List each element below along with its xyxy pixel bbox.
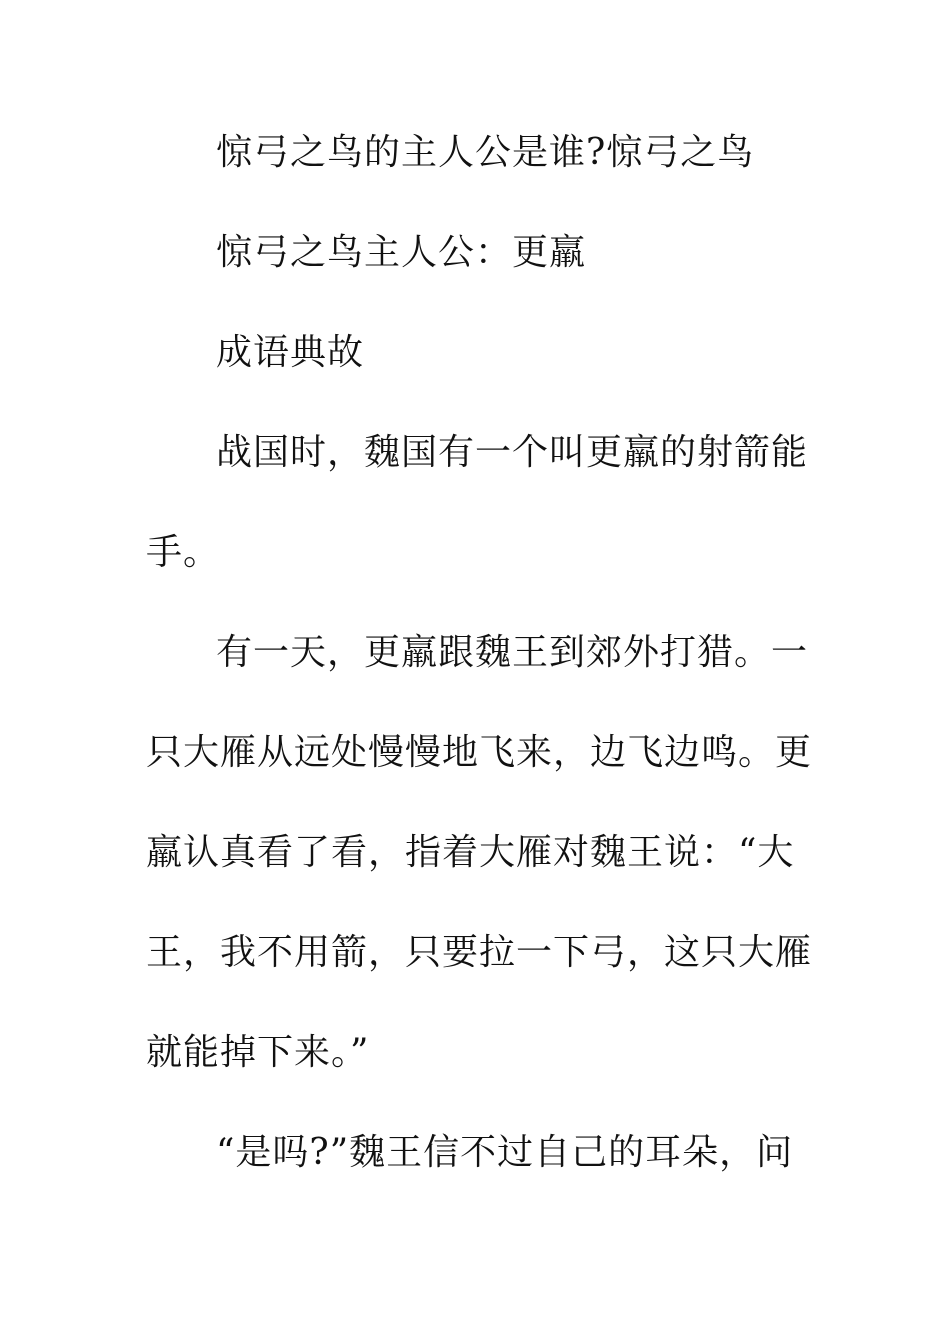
paragraph-line: 战国时，魏国有一个叫更羸的射箭能 — [216, 432, 809, 473]
paragraph-line: 王，我不用箭，只要拉一下弓，这只大雁 — [146, 932, 813, 973]
protagonist-line: 惊弓之鸟主人公：更羸 — [216, 232, 587, 273]
paragraph-line: 羸认真看了看，指着大雁对魏王说：“大 — [146, 832, 795, 873]
paragraph-line: 手。 — [146, 532, 221, 573]
paragraph-line: 只大雁从远处慢慢地飞来，边飞边鸣。更 — [146, 732, 813, 773]
paragraph-line: 就能掉下来。” — [146, 1032, 370, 1073]
section-heading: 成语典故 — [216, 332, 365, 373]
paragraph-line: “是吗?”魏王信不过自己的耳朵，问 — [216, 1132, 794, 1173]
title-question: 惊弓之鸟的主人公是谁?惊弓之鸟 — [216, 132, 755, 173]
paragraph-line: 有一天，更羸跟魏王到郊外打猎。一 — [216, 632, 809, 673]
